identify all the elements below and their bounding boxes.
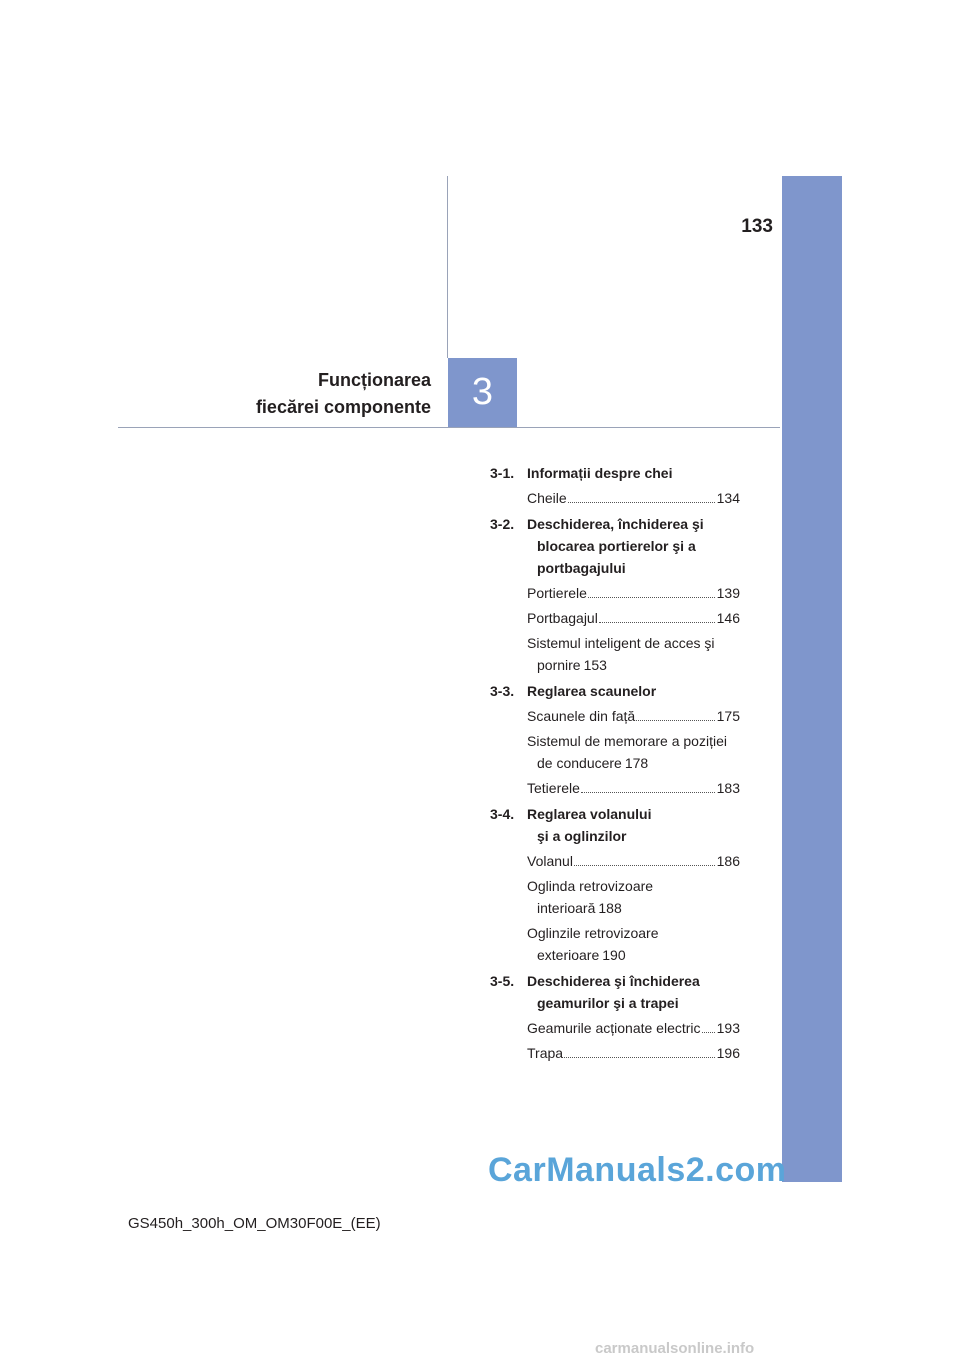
section-title: portbagajului bbox=[537, 560, 626, 576]
chapter-title-line: Funcționarea bbox=[317, 370, 431, 390]
chapter-number-box: 3 bbox=[448, 358, 517, 427]
entry-title: Sistemul de memorare a poziției bbox=[527, 733, 727, 749]
dot-leader bbox=[588, 597, 715, 598]
page-number: 133 bbox=[741, 216, 773, 237]
entry-title: de conducere bbox=[537, 755, 622, 771]
entry-title: Oglinda retrovizoare bbox=[527, 878, 654, 894]
toc-entry[interactable] bbox=[527, 705, 740, 727]
dot-leader bbox=[636, 720, 714, 721]
toc-entry[interactable] bbox=[527, 632, 740, 676]
toc-section bbox=[490, 970, 740, 1014]
toc-section bbox=[490, 803, 740, 847]
chapter-side-tab bbox=[782, 176, 842, 1182]
entry-page-number: 183 bbox=[716, 780, 740, 796]
entry-title: Scaunele din față bbox=[527, 708, 636, 724]
toc-section bbox=[490, 462, 740, 484]
toc-entry[interactable] bbox=[527, 850, 740, 872]
toc-entry[interactable] bbox=[527, 875, 740, 919]
entry-page-number: 188 bbox=[598, 900, 622, 916]
entry-title: Portierele bbox=[527, 585, 587, 601]
entry-title: interioară bbox=[537, 900, 596, 916]
entry-title: Geamurile acționate electric bbox=[527, 1020, 701, 1036]
dot-leader bbox=[599, 622, 715, 623]
section-number: 3-5. bbox=[490, 973, 515, 989]
toc-section bbox=[490, 513, 740, 579]
section-title: geamurilor şi a trapei bbox=[537, 995, 679, 1011]
section-number: 3-1. bbox=[490, 465, 515, 481]
toc-entry[interactable] bbox=[527, 777, 740, 799]
section-title: Deschiderea şi închiderea bbox=[527, 973, 700, 989]
entry-page-number: 134 bbox=[716, 490, 740, 506]
entry-leader-row bbox=[527, 582, 740, 604]
section-title: Reglarea scaunelor bbox=[527, 683, 657, 699]
entry-page-number: 196 bbox=[716, 1045, 740, 1061]
entry-leader-row bbox=[527, 1017, 740, 1039]
toc-entry[interactable] bbox=[527, 487, 740, 509]
section-number: 3-4. bbox=[490, 806, 515, 822]
entry-title: Portbagajul bbox=[527, 610, 598, 626]
entry-title: Tetierele bbox=[527, 780, 580, 796]
section-title: Reglarea volanului bbox=[527, 806, 652, 822]
watermark: carmanualsonline.info bbox=[595, 1340, 755, 1357]
entry-page-number: 146 bbox=[716, 610, 740, 626]
toc-section bbox=[490, 680, 740, 702]
dot-leader bbox=[702, 1032, 715, 1033]
entry-leader-row bbox=[527, 705, 740, 727]
entry-page-number: 186 bbox=[716, 853, 740, 869]
dot-leader bbox=[568, 502, 715, 503]
entry-leader-row bbox=[527, 654, 740, 676]
dot-leader bbox=[574, 865, 715, 866]
entry-title: Sistemul inteligent de acces şi bbox=[527, 635, 715, 651]
chapter-title bbox=[150, 367, 431, 421]
section-title: şi a oglinzilor bbox=[537, 828, 627, 844]
section-number: 3-3. bbox=[490, 683, 515, 699]
entry-page-number: 190 bbox=[602, 947, 626, 963]
toc-entry[interactable] bbox=[527, 922, 740, 966]
toc-entry[interactable] bbox=[527, 1042, 740, 1064]
entry-leader-row bbox=[527, 752, 740, 774]
entry-title: Oglinzile retrovizoare bbox=[527, 925, 659, 941]
entry-leader-row bbox=[527, 1042, 740, 1064]
entry-title: Volanul bbox=[527, 853, 573, 869]
section-number: 3-2. bbox=[490, 516, 515, 532]
entry-title: pornire bbox=[537, 657, 581, 673]
entry-leader-row bbox=[527, 897, 740, 919]
entry-page-number: 193 bbox=[716, 1020, 740, 1036]
table-of-contents bbox=[490, 458, 740, 1064]
entry-title: Trapa bbox=[527, 1045, 564, 1061]
carmanuals-logo[interactable]: CarManuals2.com bbox=[488, 1151, 787, 1189]
entry-page-number: 178 bbox=[624, 755, 649, 771]
vertical-divider bbox=[447, 176, 448, 358]
toc-entry[interactable] bbox=[527, 607, 740, 629]
dot-leader bbox=[564, 1057, 715, 1058]
entry-leader-row bbox=[527, 487, 740, 509]
toc-entry[interactable] bbox=[527, 730, 740, 774]
entry-leader-row bbox=[527, 777, 740, 799]
dot-leader bbox=[581, 792, 715, 793]
entry-page-number: 139 bbox=[716, 585, 740, 601]
entry-leader-row bbox=[527, 944, 740, 966]
entry-leader-row bbox=[527, 850, 740, 872]
horizontal-divider bbox=[118, 427, 780, 428]
toc-entry[interactable] bbox=[527, 582, 740, 604]
entry-title: exterioare bbox=[537, 947, 600, 963]
section-title: Deschiderea, închiderea şi bbox=[527, 516, 704, 532]
section-title: Informații despre chei bbox=[527, 465, 673, 481]
chapter-title-line: fiecărei componente bbox=[255, 397, 431, 417]
document-code-footer: GS450h_300h_OM_OM30F00E_(EE) bbox=[128, 1215, 381, 1232]
section-title: blocarea portierelor şi a bbox=[537, 538, 696, 554]
entry-leader-row bbox=[527, 607, 740, 629]
entry-page-number: 175 bbox=[716, 708, 740, 724]
entry-title: Cheile bbox=[527, 490, 567, 506]
toc-entry[interactable] bbox=[527, 1017, 740, 1039]
entry-page-number: 153 bbox=[583, 657, 607, 673]
